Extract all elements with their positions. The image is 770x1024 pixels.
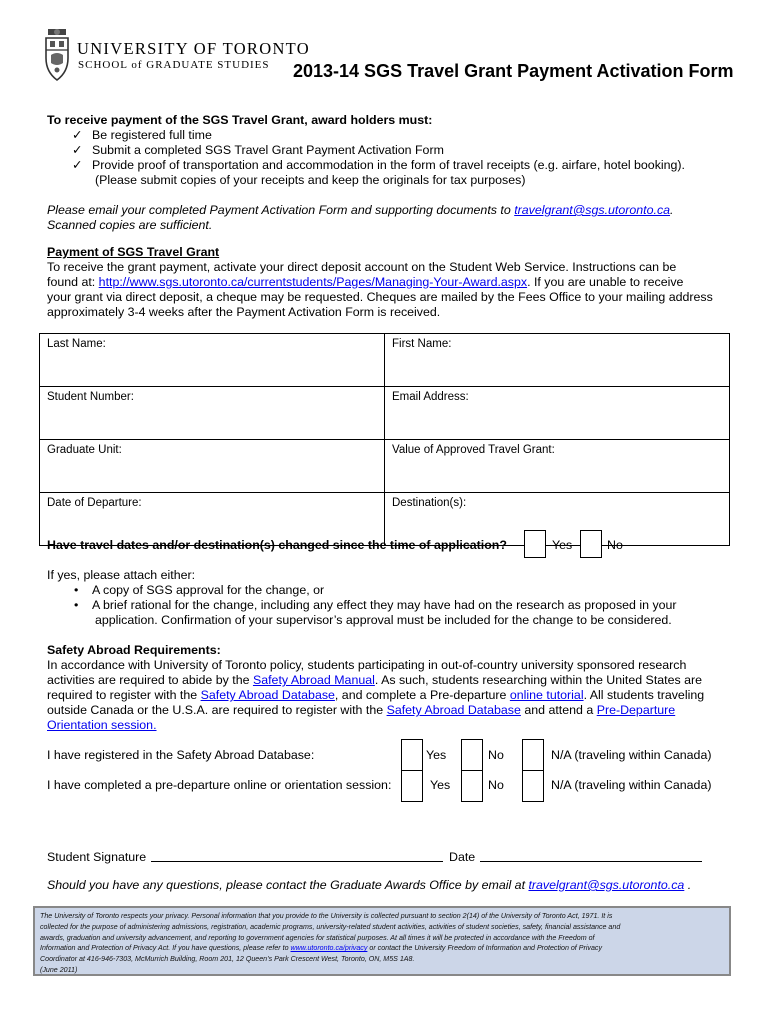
email-instruction: Please email your completed Payment Activation Form and supporting documents to travelgrant@sgs.utoronto.ca. [47,203,674,217]
orientation-session-link[interactable]: Orientation session. [47,718,157,732]
requirement-item: Provide proof of transportation and accommodation in the form of travel receipts (e.g. airfare, hotel booking). [92,158,685,172]
requirement-item: Be registered full time [92,128,212,142]
safety-text: outside Canada or the U.S.A. are required to register with the Safety Abroad Database and attend a Pre-Departure [47,703,676,717]
safety-text: In accordance with University of Toronto policy, students participating in out-of-country university sponsored research [47,658,687,672]
privacy-notice [33,906,731,976]
session-na-checkbox[interactable] [522,770,544,802]
attach-option: A brief rational for the change, including any effect they may have had on the research as proposed in your [92,598,677,612]
payment-text: found at: http://www.sgs.utoronto.ca/currentstudents/Pages/Managing-Your-Award.aspx. If you are unable to receive [47,275,684,289]
attach-option: A copy of SGS approval for the change, or [92,583,325,597]
registered-na-label: N/A (traveling within Canada) [551,748,712,762]
student-info-table [39,333,730,546]
graduate-unit-field[interactable]: Graduate Unit: [40,440,385,493]
registered-question: I have registered in the Safety Abroad Database: [47,748,315,762]
last-name-field[interactable]: Last Name: [40,334,385,387]
requirements-heading: To receive payment of the SGS Travel Grant, award holders must: [47,113,433,127]
pre-departure-link[interactable]: Pre-Departure [596,703,676,717]
crest-icon [44,28,70,82]
award-url-link[interactable]: http://www.sgs.utoronto.ca/currentstudents/Pages/Managing-Your-Award.aspx [98,275,528,289]
signature-line[interactable] [151,861,443,862]
bullet-icon: • [74,598,79,612]
student-number-field[interactable]: Student Number: [40,387,385,440]
privacy-text: The University of Toronto respects your privacy. Personal information that you provide to the University is collected pursuant to section 2(14) of the University of Toronto Act, 1971. It is [40,912,613,920]
session-no-checkbox[interactable] [461,770,483,802]
requirement-item: Submit a completed SGS Travel Grant Payment Activation Form [92,143,444,157]
payment-heading: Payment of SGS Travel Grant [47,245,220,259]
safety-manual-link[interactable]: Safety Abroad Manual [252,673,375,687]
signature-label: Student Signature [47,850,147,864]
first-name-field[interactable]: First Name: [385,334,730,387]
attach-option-cont: application. Confirmation of your supervisor’s approval must be included for the change to be considered. [95,613,672,627]
page-title: 2013-14 SGS Travel Grant Payment Activation Form [293,61,734,81]
privacy-date: (June 2011) [40,965,78,974]
changed-question: Have travel dates and/or destination(s) changed since the time of application? [47,538,507,552]
safety-text: required to register with the Safety Abroad Database, and complete a Pre-departure online tutorial. All students traveling [47,688,705,702]
session-no-label: No [488,778,504,792]
email-link[interactable]: travelgrant@sgs.utoronto.ca [514,203,671,217]
privacy-text: Coordinator at 416-946-7303, McMurrich Building, Room 201, 12 Queen’s Park Crescent West, Toronto, ON, M5S 1A8. [40,955,415,964]
payment-text: To receive the grant payment, activate your direct deposit account on the Student Web Service. Instructions can be [47,260,677,274]
university-name: UNIVERSITY OF TORONTO [77,39,310,58]
school-name: SCHOOL of GRADUATE STUDIES [78,59,270,71]
registered-no-label: No [488,748,504,762]
payment-text: approximately 3-4 weeks after the Payment Activation Form is received. [47,305,441,319]
safety-database-link[interactable]: Safety Abroad Database [386,703,521,717]
uoft-logo [44,28,310,88]
safety-database-link[interactable]: Safety Abroad Database [200,688,335,702]
safety-text [47,718,157,733]
bullet-icon: • [74,583,79,597]
scanned-note: Scanned copies are sufficient. [47,218,213,232]
safety-text: activities are required to abide by the Safety Abroad Manual. As such, students researching within the United States are [47,673,703,687]
date-label: Date [449,850,476,864]
privacy-text: awards, graduation and university advancement, and reporting to government agencies for statistical purposes. At all times it will be protected in accordance with the Freedom of [40,933,595,942]
privacy-text: Information and Protection of Privacy Act. If you have questions, please refer to www.utoronto.ca/privacy or contact the University Freedom of Information and Protection of Privacy [40,944,602,953]
privacy-link[interactable]: www.utoronto.ca/privacy [290,944,368,953]
registered-yes-label: Yes [426,748,447,762]
changed-yes-label: Yes [552,538,573,552]
session-question: I have completed a pre-departure online or orientation session: [47,778,392,792]
changed-yes-checkbox[interactable] [524,530,546,558]
session-yes-label: Yes [430,778,451,792]
privacy-text: collected for the purpose of administering admissions, registration, academic programs, university-related student activities, activities of student societies, safety, financial assistance and [40,922,621,931]
payment-text: your grant via direct deposit, a cheque may be requested. Cheques are mailed by the Fees Office to your mailing address [47,290,713,304]
registered-na-checkbox[interactable] [522,739,544,771]
session-na-label: N/A (traveling within Canada) [551,778,712,792]
travel-grant-value-field[interactable]: Value of Approved Travel Grant: [385,440,730,493]
requirement-note: (Please submit copies of your receipts and keep the originals for tax purposes) [95,173,526,187]
registered-no-checkbox[interactable] [461,739,483,771]
registered-yes-checkbox[interactable] [401,739,423,771]
session-yes-checkbox[interactable] [401,770,423,802]
changed-no-label: No [607,538,623,552]
check-icon: ✓ [72,158,83,172]
safety-heading: Safety Abroad Requirements: [47,643,221,657]
contact-text: Should you have any questions, please contact the Graduate Awards Office by email at travelgrant@sgs.utoronto.ca . [47,878,692,892]
email-address-field[interactable]: Email Address: [385,387,730,440]
destinations-field[interactable]: Destination(s): [385,493,730,546]
changed-no-checkbox[interactable] [580,530,602,558]
check-icon: ✓ [72,143,83,157]
departure-date-field[interactable]: Date of Departure: [40,493,385,546]
date-line[interactable] [480,861,702,862]
attach-text: If yes, please attach either: [47,568,196,582]
contact-email-link[interactable]: travelgrant@sgs.utoronto.ca [528,878,685,892]
check-icon: ✓ [72,128,83,142]
online-tutorial-link[interactable]: online tutorial [509,688,584,702]
